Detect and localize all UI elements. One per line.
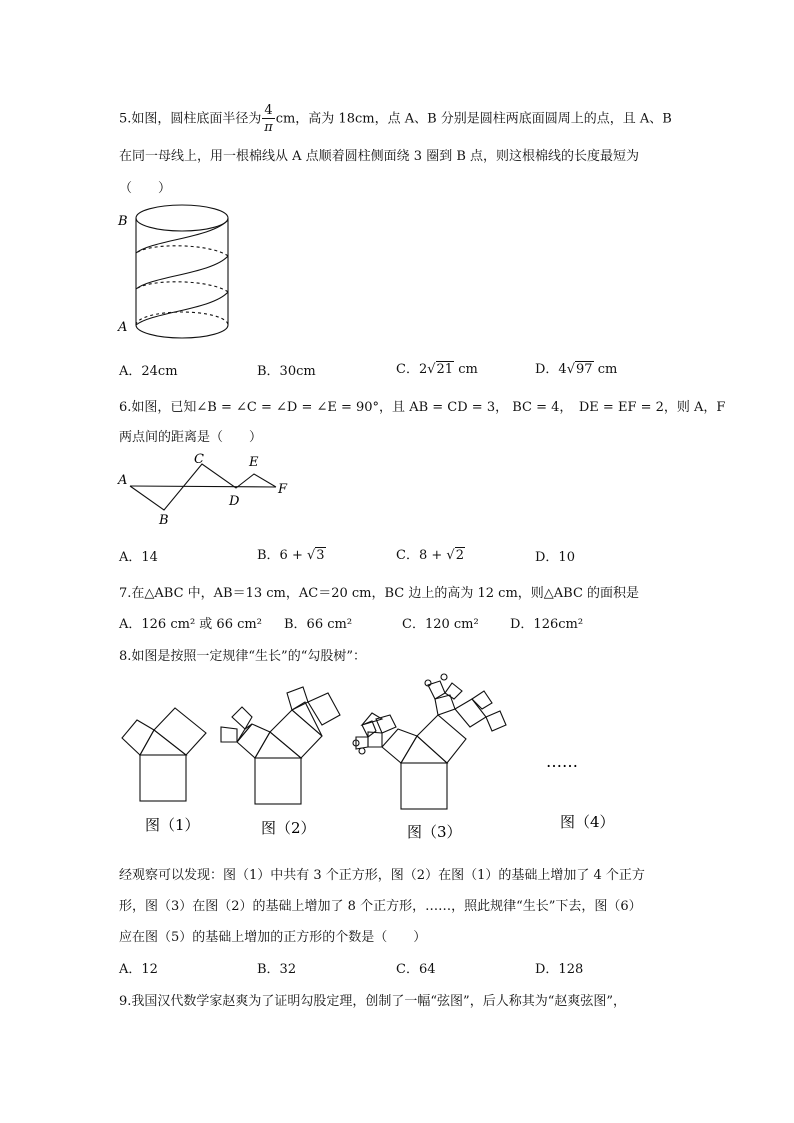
q5-text-part1: 5.如图，圆柱底面半径为 [119,111,262,127]
label-a: A [118,473,128,488]
q8-option-b: B．32 [257,962,297,977]
q5-opt-c-prefix: C．2 [396,362,428,377]
q6-opt-c-radicand: 2 [455,548,464,563]
q5-line2: 在同一母线上，用一根棉线从 A 点顺着圆柱侧面绕 3 圈到 B 点，则这根棉线的长度最短为 [119,149,640,164]
cylinder-top-ellipse [136,205,228,231]
segment-af [130,486,276,487]
q5-option-d: D．4√97 cm [535,362,618,377]
caption-fig1: 图（1） [145,816,200,834]
q6-line1: 6.如图，已知∠B = ∠C = ∠D = ∠E = 90°，且 AB = CD = 3， BC = 4， DE = EF = 2，则 A，F [119,400,726,415]
label-d: D [229,494,240,509]
q5-frac-numerator: 4 [264,103,273,118]
q6-zigzag-figure [112,450,302,530]
label-e: E [249,455,259,470]
q5-text-part2: cm，高为 18cm，点 A、B 分别是圆柱两底面圆周上的点，且 A、B [275,111,672,127]
q6-opt-b-prefix: B．6 + [257,548,307,563]
q8-option-d: D．128 [535,962,584,977]
q7-option-a: A．126 cm² 或 66 cm² [119,617,262,632]
q6-option-d: D．10 [535,550,575,565]
q8-line1: 8.如图是按照一定规律“生长”的“勾股树”： [119,649,366,664]
label-b: B [118,214,128,229]
q5-option-c: C．2√21 cm [396,362,478,377]
q7-option-d: D．126cm² [510,617,584,632]
q7-option-b: B．66 cm² [284,617,353,632]
q6-opt-b-radicand: 3 [316,548,325,563]
cylinder-bottom-front [136,325,228,338]
label-f: F [278,482,288,497]
q8-option-c: C．64 [396,962,436,977]
q8-option-a: A．12 [119,962,158,977]
q7-option-c: C．120 cm² [402,617,479,632]
q5-option-b: B．30cm [257,364,316,379]
spiral-back-1 [136,282,228,292]
q5-opt-d-unit: cm [597,362,618,377]
q7-line1: 7.在△ABC 中，AB＝13 cm，AC＝20 cm，BC 边上的高为 12 cm，则△ABC 的面积是 [119,586,640,601]
label-c: C [194,452,204,467]
spiral-front-1 [136,292,228,325]
tree-3 [353,674,506,809]
q5-opt-c-unit: cm [458,362,478,377]
q5-paren: （ ） [119,181,172,196]
caption-fig4: 图（4） [560,813,615,831]
q6-option-a: A．14 [119,550,158,565]
caption-fig3: 图（3） [407,823,462,841]
q5-opt-c-radicand: 21 [436,362,454,377]
q8-line3: 形，图（3）在图（2）的基础上增加了 8 个正方形，……，照此规律“生长”下去，图（6） [119,899,642,914]
tree-2 [221,687,340,804]
q5-frac-denominator: π [264,120,273,135]
q6-line2: 两点间的距离是（ ） [119,430,263,445]
q5-line1 [119,104,672,134]
q5-opt-d-prefix: D．4 [535,362,567,377]
q5-fraction [262,104,274,134]
q8-line2: 经观察可以发现：图（1）中共有 3 个正方形，图（2）在图（1）的基础上增加了 4 个正方 [119,868,645,883]
label-b: B [159,513,169,528]
q6-option-b: B．6 + √3 [257,548,325,563]
label-a: A [118,320,128,335]
ellipsis-dots: …… [546,752,578,771]
caption-fig2: 图（2） [261,819,316,837]
q8-line4: 应在图（5）的基础上增加的正方形的个数是（ ） [119,930,427,945]
q9-line1: 9.我国汉代数学家赵爽为了证明勾股定理，创制了一幅“弦图”，后人称其为“赵爽弦图”， [119,994,626,1009]
q5-option-a: A．24cm [119,364,178,379]
q6-opt-c-prefix: C．8 + [396,548,447,563]
q5-opt-d-radicand: 97 [576,362,593,377]
tree-1 [122,708,206,801]
q6-option-c: C．8 + √2 [396,548,464,563]
q8-pythagoras-trees [100,665,620,850]
q5-cylinder-figure [112,200,242,340]
spiral-back-2 [136,246,228,256]
